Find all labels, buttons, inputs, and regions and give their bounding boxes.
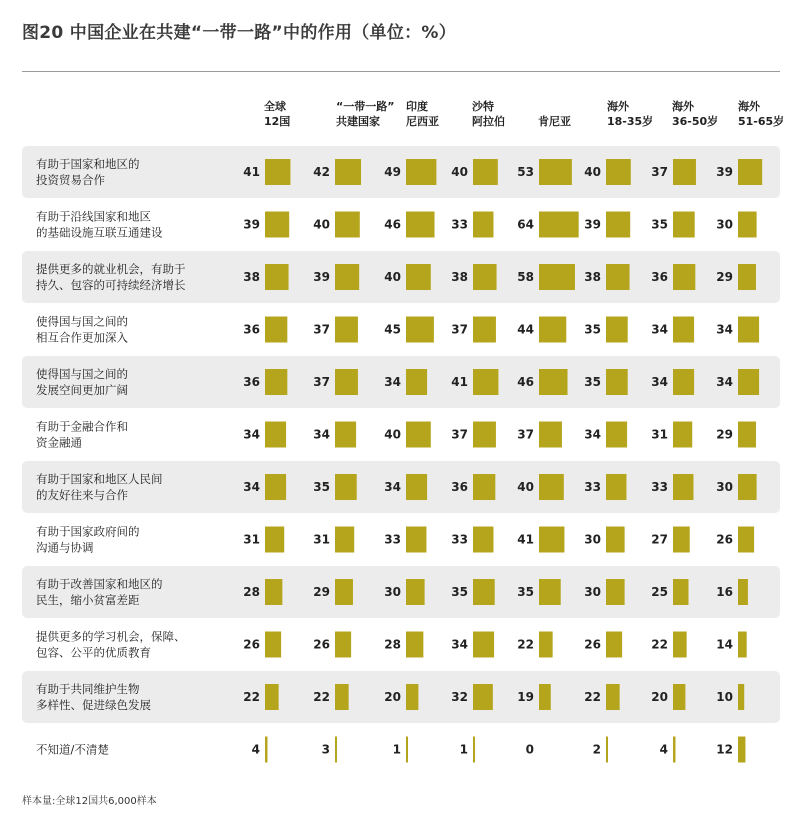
value-label: 33 [451, 217, 468, 232]
bar [335, 684, 349, 710]
bar [473, 474, 495, 500]
bar [406, 684, 418, 710]
value-label: 25 [651, 585, 668, 599]
bar [539, 527, 564, 553]
bar [335, 264, 359, 290]
value-label: 22 [584, 690, 601, 704]
value-label: 22 [243, 690, 260, 704]
column-header-line1: “一带一路” [336, 100, 395, 113]
bar [606, 579, 625, 605]
value-label: 38 [451, 270, 468, 284]
bar [673, 422, 692, 448]
bar [473, 264, 497, 290]
value-label: 37 [313, 375, 330, 389]
value-label: 53 [517, 165, 534, 179]
column-header-line1: 海外 [738, 100, 760, 113]
bar [738, 264, 756, 290]
column-header-line2: 18-35岁 [607, 115, 654, 128]
bar [539, 159, 572, 185]
value-label: 49 [384, 165, 401, 179]
bar [738, 737, 745, 763]
bar [606, 264, 630, 290]
value-label: 38 [243, 270, 260, 284]
value-label: 3 [321, 742, 330, 757]
bar [673, 684, 685, 710]
value-label: 26 [584, 637, 601, 652]
value-label: 41 [517, 532, 534, 547]
bar [406, 474, 427, 500]
row-label: 有助于沿线国家和地区 [36, 209, 151, 224]
bar [406, 632, 423, 658]
row-label: 沟通与协调 [36, 540, 94, 555]
value-label: 30 [584, 585, 601, 599]
bar [606, 369, 628, 395]
bar [606, 632, 622, 658]
bar [673, 159, 696, 185]
value-label: 19 [517, 690, 534, 704]
bar [406, 737, 408, 763]
value-label: 28 [243, 585, 260, 599]
value-label: 46 [384, 217, 401, 232]
bar [738, 317, 759, 343]
value-label: 33 [384, 532, 401, 547]
value-label: 34 [716, 322, 733, 337]
value-label: 35 [584, 322, 601, 337]
value-label: 29 [716, 270, 733, 284]
bar [473, 632, 494, 658]
value-label: 1 [392, 742, 401, 757]
bar [406, 369, 427, 395]
value-label: 34 [384, 480, 401, 494]
value-label: 22 [517, 637, 534, 652]
bar [673, 264, 695, 290]
row-label: 资金融通 [36, 435, 82, 450]
bar [738, 369, 759, 395]
column-header-line1: 全球 [264, 100, 286, 113]
bar [738, 684, 744, 710]
bar [738, 632, 747, 658]
row-label: 提供更多的学习机会，保障、 [36, 629, 186, 644]
bar [473, 159, 498, 185]
bar [265, 474, 286, 500]
row-label: 投资贸易合作 [36, 173, 105, 187]
value-label: 36 [451, 480, 468, 494]
value-label: 35 [651, 217, 668, 232]
bar [473, 422, 496, 448]
value-label: 22 [651, 637, 668, 652]
row-label: 相互合作更加深入 [36, 330, 128, 345]
column-header-line1: 沙特 [472, 100, 494, 113]
row-label: 使得国与国之间的 [36, 367, 128, 381]
bar [406, 264, 431, 290]
value-label: 41 [451, 375, 468, 389]
value-label: 26 [313, 637, 330, 652]
column-header-line2: 尼西亚 [406, 115, 439, 128]
row-label: 提供更多的就业机会，有助于 [36, 262, 186, 276]
value-label: 34 [243, 480, 260, 494]
row-label: 多样性、促进绿色发展 [36, 698, 151, 712]
value-label: 10 [716, 690, 733, 704]
bar [539, 632, 553, 658]
bar [606, 212, 630, 238]
bar [673, 579, 689, 605]
value-label: 37 [451, 427, 468, 442]
bar [606, 159, 631, 185]
bar [539, 369, 568, 395]
value-label: 33 [451, 532, 468, 547]
column-header-line2: 36-50岁 [672, 115, 719, 128]
value-label: 40 [384, 270, 401, 284]
bar [539, 212, 579, 238]
value-label: 26 [716, 532, 733, 547]
column-header-line2: 肯尼亚 [538, 115, 571, 128]
bar [673, 212, 695, 238]
value-label: 35 [451, 585, 468, 599]
bar [406, 527, 426, 553]
value-label: 30 [584, 532, 601, 547]
value-label: 29 [313, 585, 330, 599]
bar [335, 527, 354, 553]
row-label: 发展空间更加广阔 [36, 383, 128, 397]
column-header-line1: 海外 [672, 100, 694, 113]
bar [473, 737, 475, 763]
bar [406, 579, 425, 605]
bar [673, 317, 694, 343]
bar [539, 422, 562, 448]
bar [265, 579, 282, 605]
row-label: 的基础设施互联互通建设 [36, 225, 163, 240]
value-label: 40 [451, 165, 468, 179]
value-label: 37 [313, 322, 330, 337]
value-label: 40 [584, 165, 601, 179]
value-label: 34 [384, 375, 401, 389]
column-header-line2: 12国 [264, 115, 291, 128]
bar [406, 317, 434, 343]
bar [606, 317, 628, 343]
value-label: 32 [451, 690, 468, 704]
bar [335, 579, 353, 605]
value-label: 30 [384, 585, 401, 599]
value-label: 45 [384, 322, 401, 337]
bar [473, 317, 496, 343]
value-label: 26 [243, 637, 260, 652]
value-label: 39 [313, 270, 330, 284]
sample-note: 样本量:全球12国共6,000样本 [22, 796, 157, 807]
value-label: 4 [251, 742, 260, 757]
bar [606, 474, 626, 500]
bar [539, 474, 564, 500]
bar [335, 737, 337, 763]
value-label: 35 [313, 480, 330, 494]
bar [335, 369, 358, 395]
bar [265, 369, 287, 395]
bar [335, 632, 351, 658]
bar [406, 159, 436, 185]
bar [738, 527, 754, 553]
bar [406, 422, 431, 448]
bar [473, 369, 498, 395]
bar [265, 212, 289, 238]
row-label: 包容、公平的优质教育 [36, 645, 151, 660]
value-label: 35 [584, 375, 601, 389]
bar [265, 159, 290, 185]
bar [738, 212, 757, 238]
value-label: 38 [584, 270, 601, 284]
value-label: 36 [243, 375, 260, 389]
bar [673, 632, 687, 658]
value-label: 30 [716, 480, 733, 494]
bar [265, 317, 287, 343]
value-label: 36 [651, 270, 668, 284]
value-label: 39 [584, 217, 601, 232]
bar [606, 684, 620, 710]
column-header-line2: 共建国家 [336, 115, 380, 128]
row-label: 有助于国家政府间的 [36, 524, 140, 539]
bar [738, 159, 762, 185]
bar [738, 474, 757, 500]
bar [265, 264, 289, 290]
bar [335, 212, 360, 238]
value-label: 22 [313, 690, 330, 704]
bar [606, 422, 627, 448]
value-label: 44 [517, 322, 534, 337]
bar [473, 684, 493, 710]
value-label: 31 [313, 532, 330, 547]
value-label: 2 [592, 742, 601, 757]
value-label: 34 [651, 375, 668, 389]
bar [673, 369, 694, 395]
value-label: 42 [313, 165, 330, 179]
value-label: 41 [243, 165, 260, 179]
bar [265, 737, 267, 763]
value-label: 20 [384, 690, 401, 704]
value-label: 34 [651, 322, 668, 337]
value-label: 31 [243, 532, 260, 547]
value-label: 33 [584, 480, 601, 494]
chart-title: 图20 中国企业在共建“一带一路”中的作用（单位：%） [22, 23, 457, 43]
bar [673, 527, 690, 553]
value-label: 27 [651, 532, 668, 547]
value-label: 46 [517, 375, 534, 389]
value-label: 39 [716, 165, 733, 179]
value-label: 34 [716, 375, 733, 389]
bar [473, 212, 493, 238]
bar [673, 737, 675, 763]
value-label: 30 [716, 217, 733, 232]
bar [265, 422, 286, 448]
value-label: 34 [243, 427, 260, 442]
column-header-line1: 印度 [406, 100, 428, 113]
column-header-line1: 海外 [607, 100, 629, 113]
row-label: 有助于共同维护生物 [36, 682, 140, 696]
value-label: 14 [716, 637, 733, 652]
value-label: 37 [517, 427, 534, 442]
value-label: 36 [243, 322, 260, 337]
row-label: 有助于金融合作和 [36, 419, 128, 434]
bar [738, 579, 748, 605]
bar [606, 527, 625, 553]
row-label: 持久、包容的可持续经济增长 [36, 278, 186, 292]
row-label: 有助于国家和地区人民间 [36, 472, 163, 486]
value-label: 39 [243, 217, 260, 232]
value-label: 37 [651, 165, 668, 179]
bar [473, 579, 495, 605]
value-label: 31 [651, 427, 668, 442]
column-header-line2: 51-65岁 [738, 115, 785, 128]
bar [539, 317, 566, 343]
row-label: 不知道/不清楚 [36, 742, 109, 757]
value-label: 0 [525, 742, 534, 757]
value-label: 34 [313, 427, 330, 442]
value-label: 40 [313, 217, 330, 232]
bar [539, 684, 551, 710]
bar [335, 317, 358, 343]
value-label: 12 [716, 742, 733, 757]
bar [738, 422, 756, 448]
bar [265, 632, 281, 658]
value-label: 64 [517, 217, 534, 232]
value-label: 37 [451, 322, 468, 337]
value-label: 58 [517, 270, 534, 284]
bar [539, 579, 561, 605]
value-label: 40 [517, 480, 534, 494]
bar [335, 474, 357, 500]
bar [335, 159, 361, 185]
value-label: 34 [451, 637, 468, 652]
row-label: 有助于改善国家和地区的 [36, 577, 163, 591]
value-label: 1 [459, 742, 468, 757]
column-header-line2: 阿拉伯 [472, 115, 505, 128]
bar [473, 527, 493, 553]
value-label: 40 [384, 427, 401, 442]
bar [539, 264, 575, 290]
value-label: 29 [716, 427, 733, 442]
bar [335, 422, 356, 448]
value-label: 4 [659, 742, 668, 757]
bar [265, 527, 284, 553]
bar [265, 684, 279, 710]
value-label: 33 [651, 480, 668, 494]
row-label: 有助于国家和地区的 [36, 157, 140, 171]
row-label: 使得国与国之间的 [36, 314, 128, 329]
value-label: 35 [517, 585, 534, 599]
bar [673, 474, 693, 500]
bar [406, 212, 435, 238]
value-label: 20 [651, 690, 668, 704]
value-label: 16 [716, 585, 733, 599]
value-label: 28 [384, 637, 401, 652]
row-label: 的友好往来与合作 [36, 488, 128, 502]
bar [606, 737, 608, 763]
value-label: 34 [584, 427, 601, 442]
row-label: 民生，缩小贫富差距 [36, 593, 140, 607]
